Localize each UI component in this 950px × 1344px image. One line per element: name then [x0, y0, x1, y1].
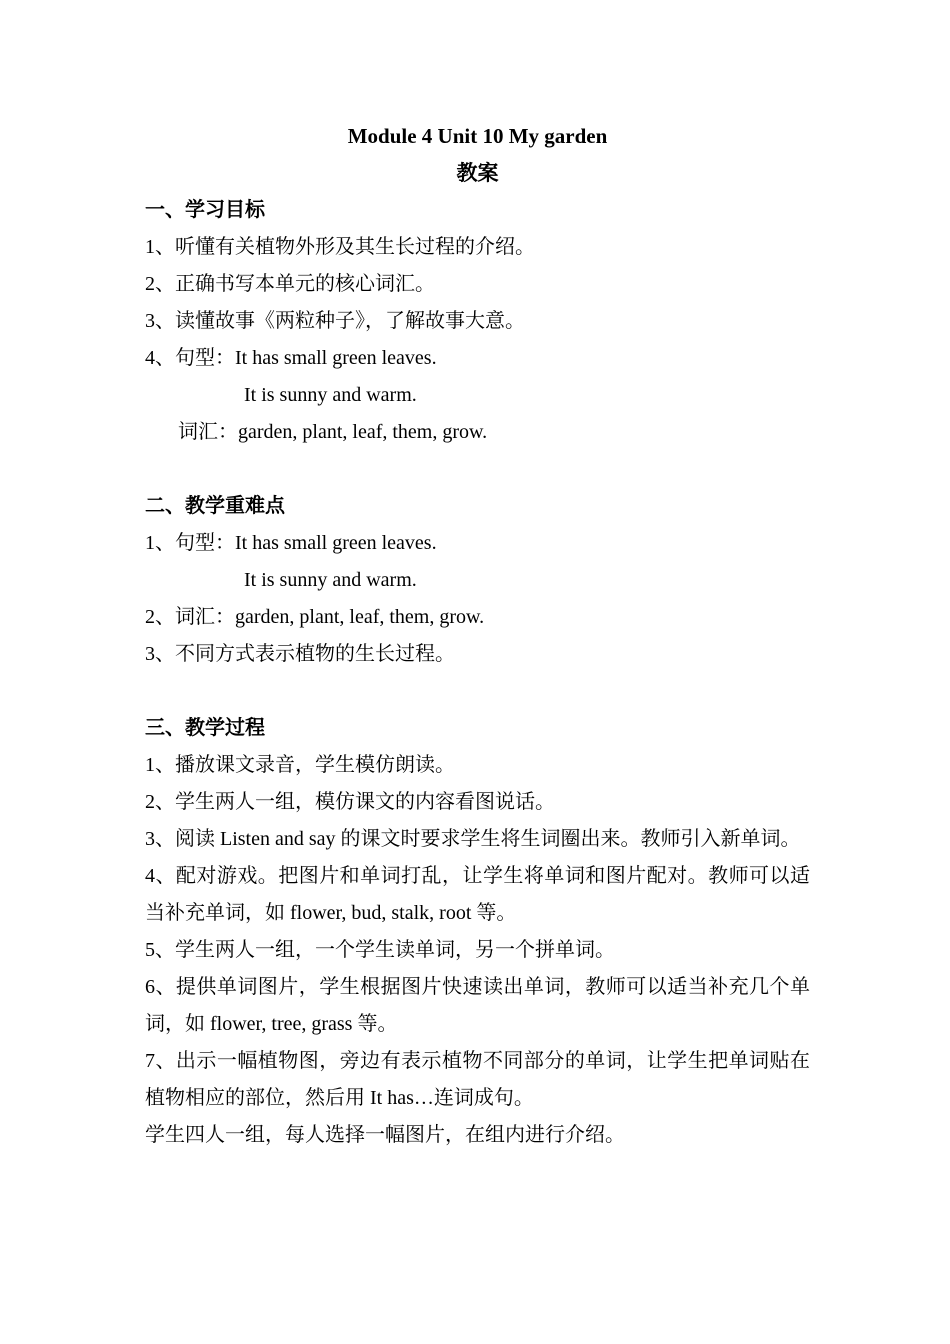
section-heading-key-points: 二、教学重难点	[145, 495, 285, 517]
document-page	[145, 118, 810, 1154]
objective-item: 3、读懂故事《两粒种子》，了解故事大意。	[145, 310, 525, 332]
objective-item: 4、句型：It has small green leaves.	[145, 347, 437, 369]
process-step: 4、配对游戏。把图片和单词打乱，让学生将单词和图片配对。教师可以适当补充单词，如 flower, bud, stalk, root 等。	[145, 865, 810, 924]
spacer	[145, 673, 810, 710]
document-subtitle: 教案	[456, 161, 499, 185]
process-step: 3、阅读 Listen and say 的课文时要求学生将生词圈出来。教师引入新单词。	[145, 828, 801, 850]
process-step: 5、学生两人一组，一个学生读单词，另一个拼单词。	[145, 939, 615, 961]
process-step: 学生四人一组，每人选择一幅图片，在组内进行介绍。	[145, 1124, 625, 1146]
section-heading-objectives: 一、学习目标	[145, 199, 265, 221]
objective-item: 2、正确书写本单元的核心词汇。	[145, 273, 435, 295]
objective-vocabulary: 词汇：garden, plant, leaf, them, grow.	[178, 421, 488, 443]
process-step: 6、提供单词图片，学生根据图片快速读出单词，教师可以适当补充几个单词，如 flower, tree, grass 等。	[145, 976, 810, 1035]
process-step: 7、出示一幅植物图，旁边有表示植物不同部分的单词，让学生把单词贴在植物相应的部位，然后用 It has…连词成句。	[145, 1050, 810, 1109]
section-heading-process: 三、教学过程	[145, 717, 265, 739]
process-step: 1、播放课文录音，学生模仿朗读。	[145, 754, 455, 776]
process-step: 2、学生两人一组，模仿课文的内容看图说话。	[145, 791, 555, 813]
spacer	[145, 451, 810, 488]
document-title: Module 4 Unit 10 My garden	[347, 124, 608, 148]
objective-pattern-continued: It is sunny and warm.	[244, 384, 417, 406]
key-point-item: 2、词汇：garden, plant, leaf, them, grow.	[145, 606, 485, 628]
key-point-item: 3、不同方式表示植物的生长过程。	[145, 643, 455, 665]
key-point-pattern-continued: It is sunny and warm.	[244, 569, 417, 591]
objective-item: 1、听懂有关植物外形及其生长过程的介绍。	[145, 236, 535, 258]
key-point-item: 1、句型：It has small green leaves.	[145, 532, 437, 554]
